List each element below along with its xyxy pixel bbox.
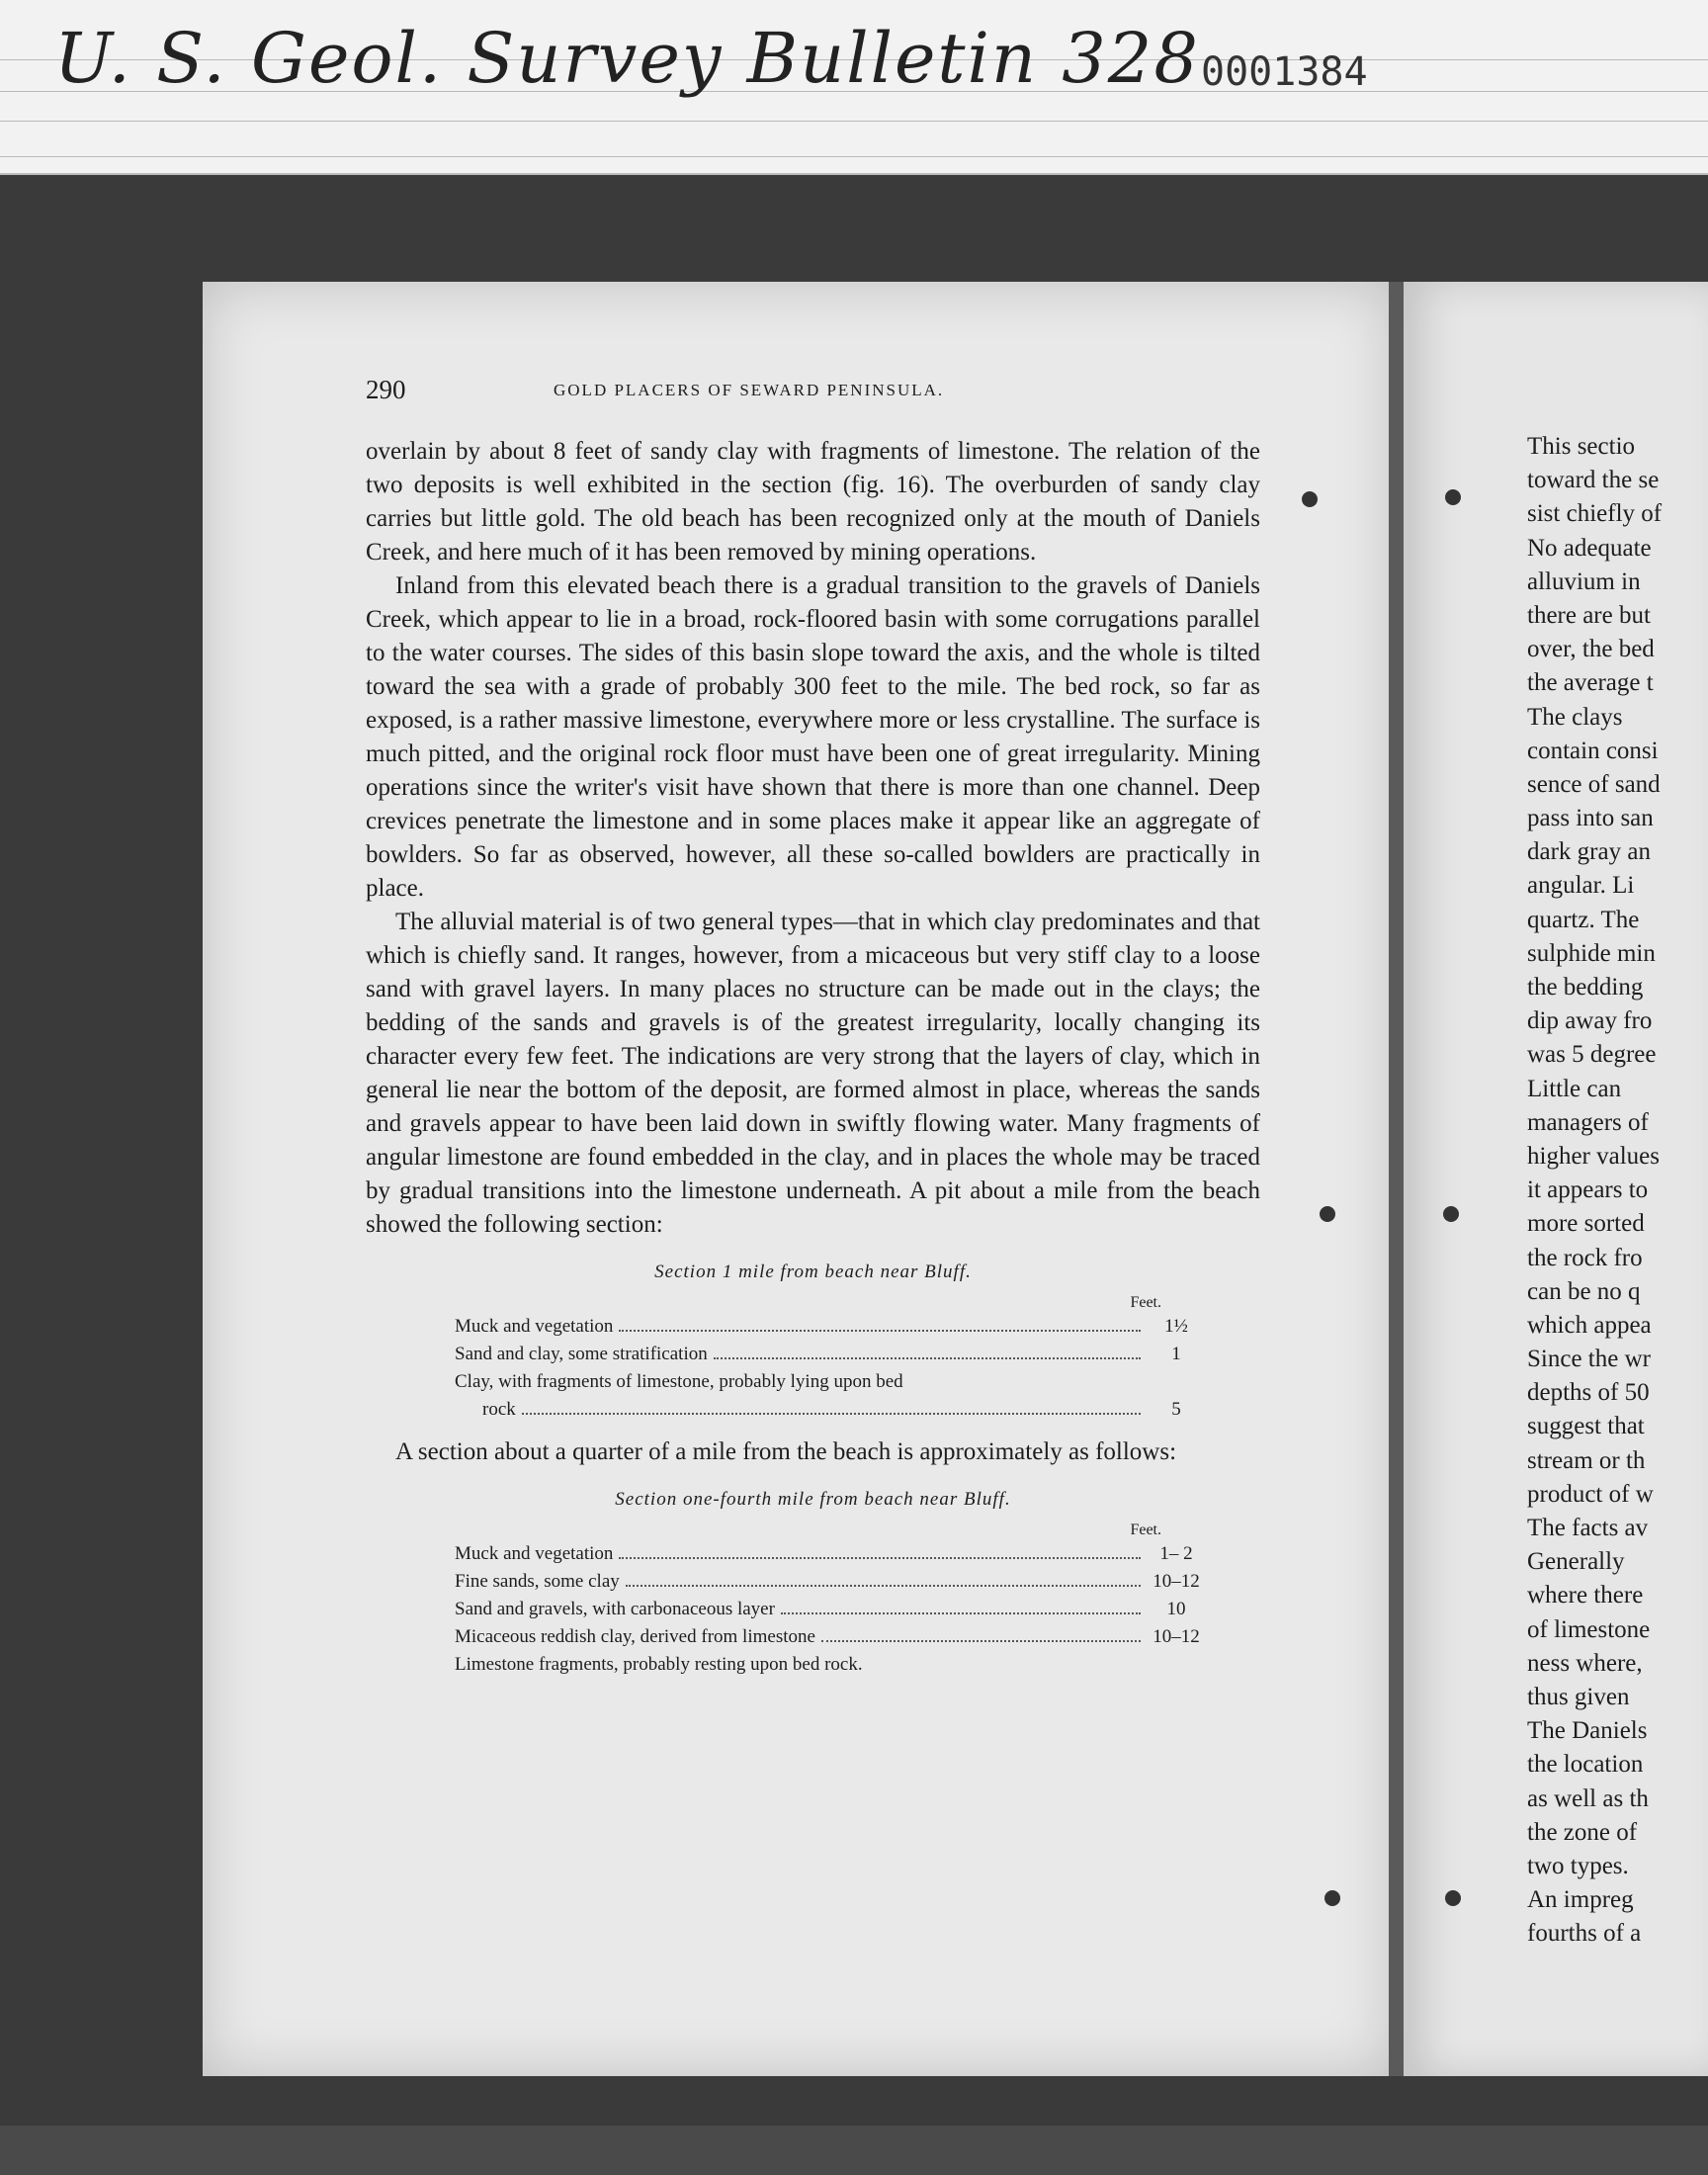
paragraph: A section about a quarter of a mile from the beach is approximately as follows:	[395, 1438, 1177, 1465]
punch-hole-mark	[1320, 1206, 1335, 1222]
section-2-table	[455, 1521, 1206, 1679]
facing-page-line: Since the wr	[1527, 1346, 1651, 1373]
punch-hole-mark	[1302, 491, 1318, 507]
facing-page	[1404, 282, 1708, 2076]
facing-page-line: quartz. The	[1527, 906, 1640, 933]
section-1-title: Section 1 mile from beach near Bluff.	[654, 1262, 972, 1282]
facing-page-line: over, the bed	[1527, 636, 1655, 663]
row-value: 1	[1171, 1344, 1181, 1364]
facing-page-line: of limestone	[1527, 1615, 1651, 1643]
row-value: 5	[1171, 1399, 1181, 1420]
leader-dots	[626, 1585, 1141, 1587]
row-label: Sand and gravels, with carbonaceous layer	[455, 1599, 775, 1619]
row-label: Sand and clay, some stratification	[455, 1344, 708, 1364]
punch-hole-mark	[1445, 489, 1461, 505]
facing-page-line: dark gray an	[1527, 838, 1651, 866]
label-strip	[0, 0, 1708, 175]
facing-page-line: angular. Li	[1527, 872, 1635, 900]
table-row	[455, 1623, 1206, 1651]
paragraph: overlain by about 8 feet of sandy clay with fragments of limestone. The relation of the two deposits is well exhibited in the section (fig. 16). The overburden of sandy clay carries but little gold. The old beach has been recognized only at the mouth of Daniels Creek, and here much of it has been removed by mining operations.	[366, 438, 1260, 566]
leader-dots	[522, 1413, 1141, 1415]
facing-page-line: The Daniels	[1527, 1717, 1648, 1745]
table-row	[455, 1596, 1206, 1623]
facing-page-line: An impreg	[1527, 1886, 1634, 1914]
facing-page-line: the bedding	[1527, 974, 1644, 1000]
facing-page-line: alluvium in	[1527, 567, 1641, 595]
facing-page-line: product of w	[1527, 1480, 1654, 1508]
leader-dots	[781, 1612, 1141, 1614]
leader-dots	[714, 1357, 1141, 1359]
leader-dots	[821, 1640, 1141, 1642]
facing-page-line: the location	[1527, 1751, 1644, 1779]
facing-page-line: higher values	[1527, 1142, 1660, 1170]
page-number: 290	[366, 375, 406, 404]
leader-dots	[619, 1330, 1141, 1332]
section-1-table	[455, 1293, 1206, 1424]
row-value: 1– 2	[1159, 1543, 1193, 1564]
facing-page-line: fourths of a	[1527, 1920, 1642, 1948]
facing-page-line: sist chiefly of	[1527, 500, 1663, 528]
facing-page-line: pass into san	[1527, 805, 1654, 832]
paragraph: Inland from this elevated beach there is a gradual transition to the gravels of Daniels Creek, which appear to lie in a broad, rock-floored basin with some corrugations parallel to the water courses. The sides of this basin slope toward the axis, and the whole is tilted toward the sea with a grade of probably 300 feet to the mile. The bed rock, so far as exposed, is a rather massive limestone, everywhere more or less crystalline. The surface is much pitted, and the original rock floor must have been one of great irregularity. Mining operations since the writer's visit have shown that there is more than one channel. Deep crevices penetrate the limestone and in some places make it appear like an aggregate of bowlders. So far as observed, however, all these so-called bowlders are practically in place.	[366, 572, 1260, 902]
facing-page-line: more sorted	[1527, 1210, 1645, 1238]
facing-page-line: which appea	[1527, 1311, 1652, 1339]
table-row	[455, 1396, 1206, 1424]
punch-hole-mark	[1324, 1890, 1340, 1906]
row-label: Muck and vegetation	[455, 1543, 614, 1564]
facing-page-line: No adequate	[1527, 534, 1652, 562]
row-label: Muck and vegetation	[455, 1316, 614, 1337]
facing-page-line: as well as th	[1527, 1784, 1649, 1812]
paragraph: The alluvial material is of two general types—that in which clay predominates and that which is chiefly sand. It ranges, however, from a micaceous but very stiff clay to a loose sand with gravel layers. In many places no structure can be made out in the clays; the bedding of the sands and gravels is of the greatest irregularity, locally changing its character every few feet. The indications are very strong that the layers of clay, which in general lie near the bottom of the deposit, are formed almost in place, whereas the sands and gravels appear to have been laid down in swiftly flowing water. Many fragments of angular limestone are found embedded in the clay, and in places the whole may be traced by gradual transitions into the limestone underneath. A pit about a mile from the beach showed the following section:	[366, 909, 1260, 1238]
ruled-line	[0, 156, 1708, 157]
row-value: 10–12	[1153, 1571, 1200, 1592]
document-page	[203, 282, 1394, 2076]
row-value: 10–12	[1153, 1626, 1200, 1647]
table-row	[455, 1540, 1206, 1568]
handwritten-label: U. S. Geol. Survey Bulletin 328	[54, 18, 1200, 99]
facing-page-line: thus given	[1527, 1683, 1630, 1710]
unit-header: Feet.	[1130, 1522, 1161, 1538]
facing-page-line: stream or th	[1527, 1446, 1646, 1474]
facing-page-line: where there	[1527, 1582, 1644, 1610]
facing-page-line: contain consi	[1527, 737, 1659, 764]
scan-bottom-edge	[0, 2126, 1708, 2175]
table-row	[455, 1313, 1206, 1341]
facing-page-line: the average t	[1527, 669, 1654, 697]
row-label: Limestone fragments, probably resting upon bed rock.	[455, 1654, 863, 1675]
leader-dots	[619, 1557, 1141, 1559]
row-label: Clay, with fragments of limestone, probably lying upon bed	[455, 1371, 903, 1392]
facing-page-line: was 5 degree	[1527, 1041, 1657, 1069]
facing-page-line: sulphide min	[1527, 939, 1656, 967]
page-running-title: GOLD PLACERS OF SEWARD PENINSULA.	[554, 381, 945, 399]
facing-page-line: it appears to	[1527, 1176, 1649, 1204]
table-row	[455, 1368, 1206, 1396]
row-label: Micaceous reddish clay, derived from limestone	[455, 1626, 815, 1647]
facing-page-line: can be no q	[1527, 1277, 1641, 1305]
facing-page-line: dip away fro	[1527, 1007, 1653, 1035]
facing-page-line: This sectio	[1527, 433, 1636, 460]
section-2-title: Section one-fourth mile from beach near Bluff.	[615, 1489, 1011, 1510]
facing-page-line: Generally	[1527, 1548, 1625, 1576]
body-text	[366, 435, 1260, 1679]
row-value: 1½	[1164, 1316, 1188, 1337]
facing-page-line: the rock fro	[1527, 1244, 1643, 1271]
stamp-number: 0001384	[1201, 49, 1368, 95]
facing-page-line: suggest that	[1527, 1413, 1645, 1440]
facing-page-line: The facts av	[1527, 1515, 1649, 1541]
facing-page-text	[1527, 430, 1708, 1951]
unit-header: Feet.	[1130, 1294, 1161, 1311]
table-row	[455, 1568, 1206, 1596]
facing-page-line: toward the se	[1527, 467, 1660, 494]
facing-page-line: ness where,	[1527, 1649, 1643, 1677]
facing-page-line: there are but	[1527, 601, 1651, 629]
facing-page-line: the zone of	[1527, 1818, 1638, 1846]
table-row	[455, 1341, 1206, 1368]
row-label: Fine sands, some clay	[455, 1571, 620, 1592]
facing-page-line: managers of	[1527, 1108, 1649, 1136]
facing-page-line: Little can	[1527, 1075, 1622, 1102]
facing-page-line: sence of sand	[1527, 770, 1661, 798]
row-label-continued: rock	[482, 1399, 516, 1420]
facing-page-line: The clays	[1527, 703, 1623, 731]
table-row	[455, 1651, 1206, 1679]
row-value: 10	[1166, 1599, 1186, 1619]
facing-page-line: depths of 50	[1527, 1379, 1650, 1407]
punch-hole-mark	[1445, 1890, 1461, 1906]
facing-page-line: two types.	[1527, 1852, 1629, 1879]
punch-hole-mark	[1443, 1206, 1459, 1222]
ruled-line	[0, 121, 1708, 122]
